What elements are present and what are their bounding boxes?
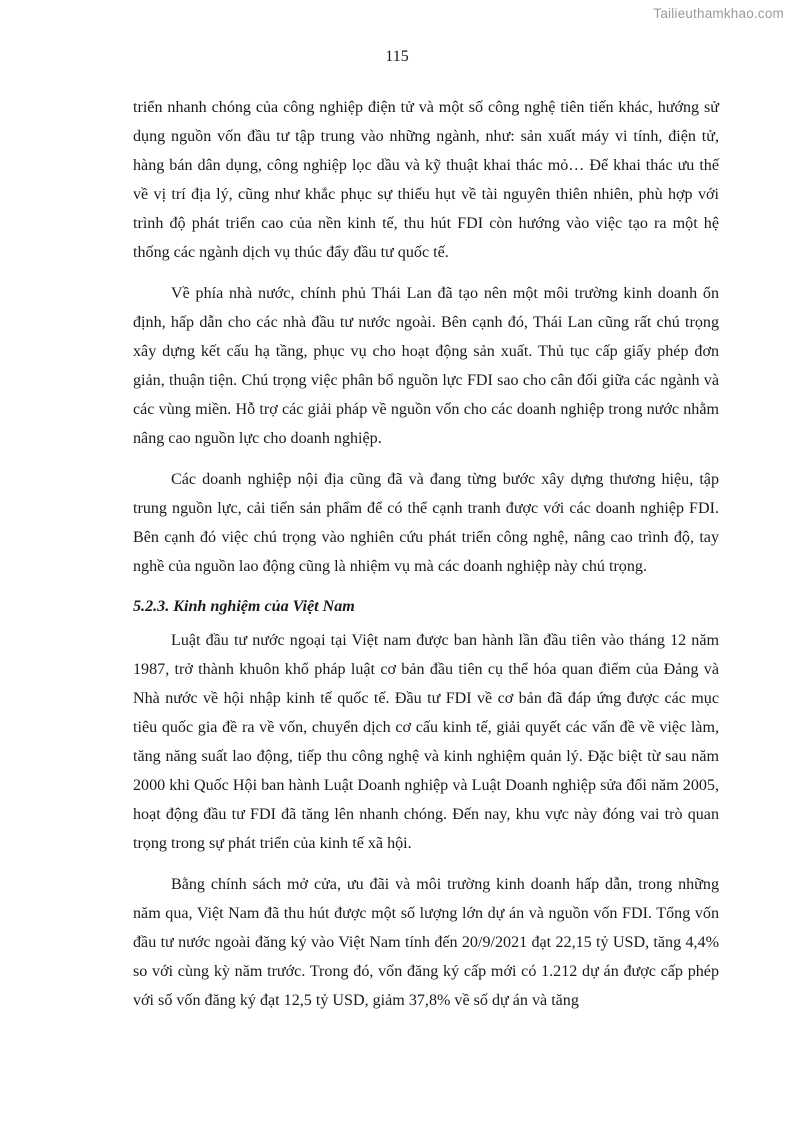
paragraph-5: Bằng chính sách mở cửa, ưu đãi và môi trường kinh doanh hấp dẫn, trong những năm qua, Việt Nam đã thu hút được một số lượng lớn dự án và nguồn vốn FDI. Tổng vốn đầu tư nước ngoài đăng ký vào Việt Nam tính đến 20/9/2021 đạt 22,15 tỷ USD, tăng 4,4% so với cùng kỳ năm trước. Trong đó, vốn đăng ký cấp mới có 1.212 dự án được cấp phép với số vốn đăng ký đạt 12,5 tỷ USD, giảm 37,8% về số dự án và tăng bbox=[133, 876, 719, 1009]
paragraph-4: Luật đầu tư nước ngoại tại Việt nam được ban hành lần đầu tiên vào tháng 12 năm 1987, trở thành khuôn khổ pháp luật cơ bản đầu tiên cụ thể hóa quan điểm của Đảng và Nhà nước về hội nhập kinh tế quốc tế. Đầu tư FDI về cơ bản đã đáp ứng được các mục tiêu quốc gia đề ra về vốn, chuyển dịch cơ cấu kinh tế, giải quyết các vấn đề về việc làm, tăng năng suất lao động, tiếp thu công nghệ và kinh nghiệm quản lý. Đặc biệt từ sau năm 2000 khi Quốc Hội ban hành Luật Doanh nghiệp và Luật Doanh nghiệp sửa đổi năm 2005, hoạt động đầu tư FDI đã tăng lên nhanh chóng. Đến nay, khu vực này đóng vai trò quan trọng trong sự phát triển của kinh tế xã hội. bbox=[133, 632, 719, 852]
paragraph-2: Về phía nhà nước, chính phủ Thái Lan đã tạo nên một môi trường kinh doanh ổn định, hấp dẫn cho các nhà đầu tư nước ngoài. Bên cạnh đó, Thái Lan cũng rất chú trọng xây dựng kết cấu hạ tầng, phục vụ cho hoạt động sản xuất. Thủ tục cấp giấy phép đơn giản, thuận tiện. Chú trọng việc phân bổ nguồn lực FDI sao cho cân đối giữa các ngành và các vùng miền. Hỗ trợ các giải pháp về nguồn vốn cho các doanh nghiệp trong nước nhằm nâng cao nguồn lực cho doanh nghiệp. bbox=[133, 285, 719, 447]
paragraph-1: triển nhanh chóng của công nghiệp điện tử và một số công nghệ tiên tiến khác, hướng sử dụng nguồn vốn đầu tư tập trung vào những ngành, như: sản xuất máy vi tính, điện tử, hàng bán dân dụng, công nghiệp lọc dầu và kỹ thuật khai thác mỏ… Để khai thác ưu thế về vị trí địa lý, cũng như khắc phục sự thiếu hụt về tài nguyên thiên nhiên, phù hợp với trình độ phát triển cao của nền kinh tế, thu hút FDI còn hướng vào việc tạo ra một hệ thống các ngành dịch vụ thúc đẩy đầu tư quốc tế. bbox=[133, 99, 719, 261]
section-heading: 5.2.3. Kinh nghiệm của Việt Nam bbox=[133, 598, 355, 615]
paragraph-3: Các doanh nghiệp nội địa cũng đã và đang từng bước xây dựng thương hiệu, tập trung nguồn lực, cải tiến sản phẩm để có thể cạnh tranh được với các doanh nghiệp FDI. Bên cạnh đó việc chú trọng vào nghiên cứu phát triển công nghệ, nâng cao trình độ, tay nghề của nguồn lao động cũng là nhiệm vụ mà các doanh nghiệp này chú trọng. bbox=[133, 471, 719, 575]
page-number: 115 bbox=[385, 48, 409, 65]
page-body bbox=[133, 93, 719, 1015]
watermark-text: Tailieuthamkhao.com bbox=[653, 6, 784, 21]
